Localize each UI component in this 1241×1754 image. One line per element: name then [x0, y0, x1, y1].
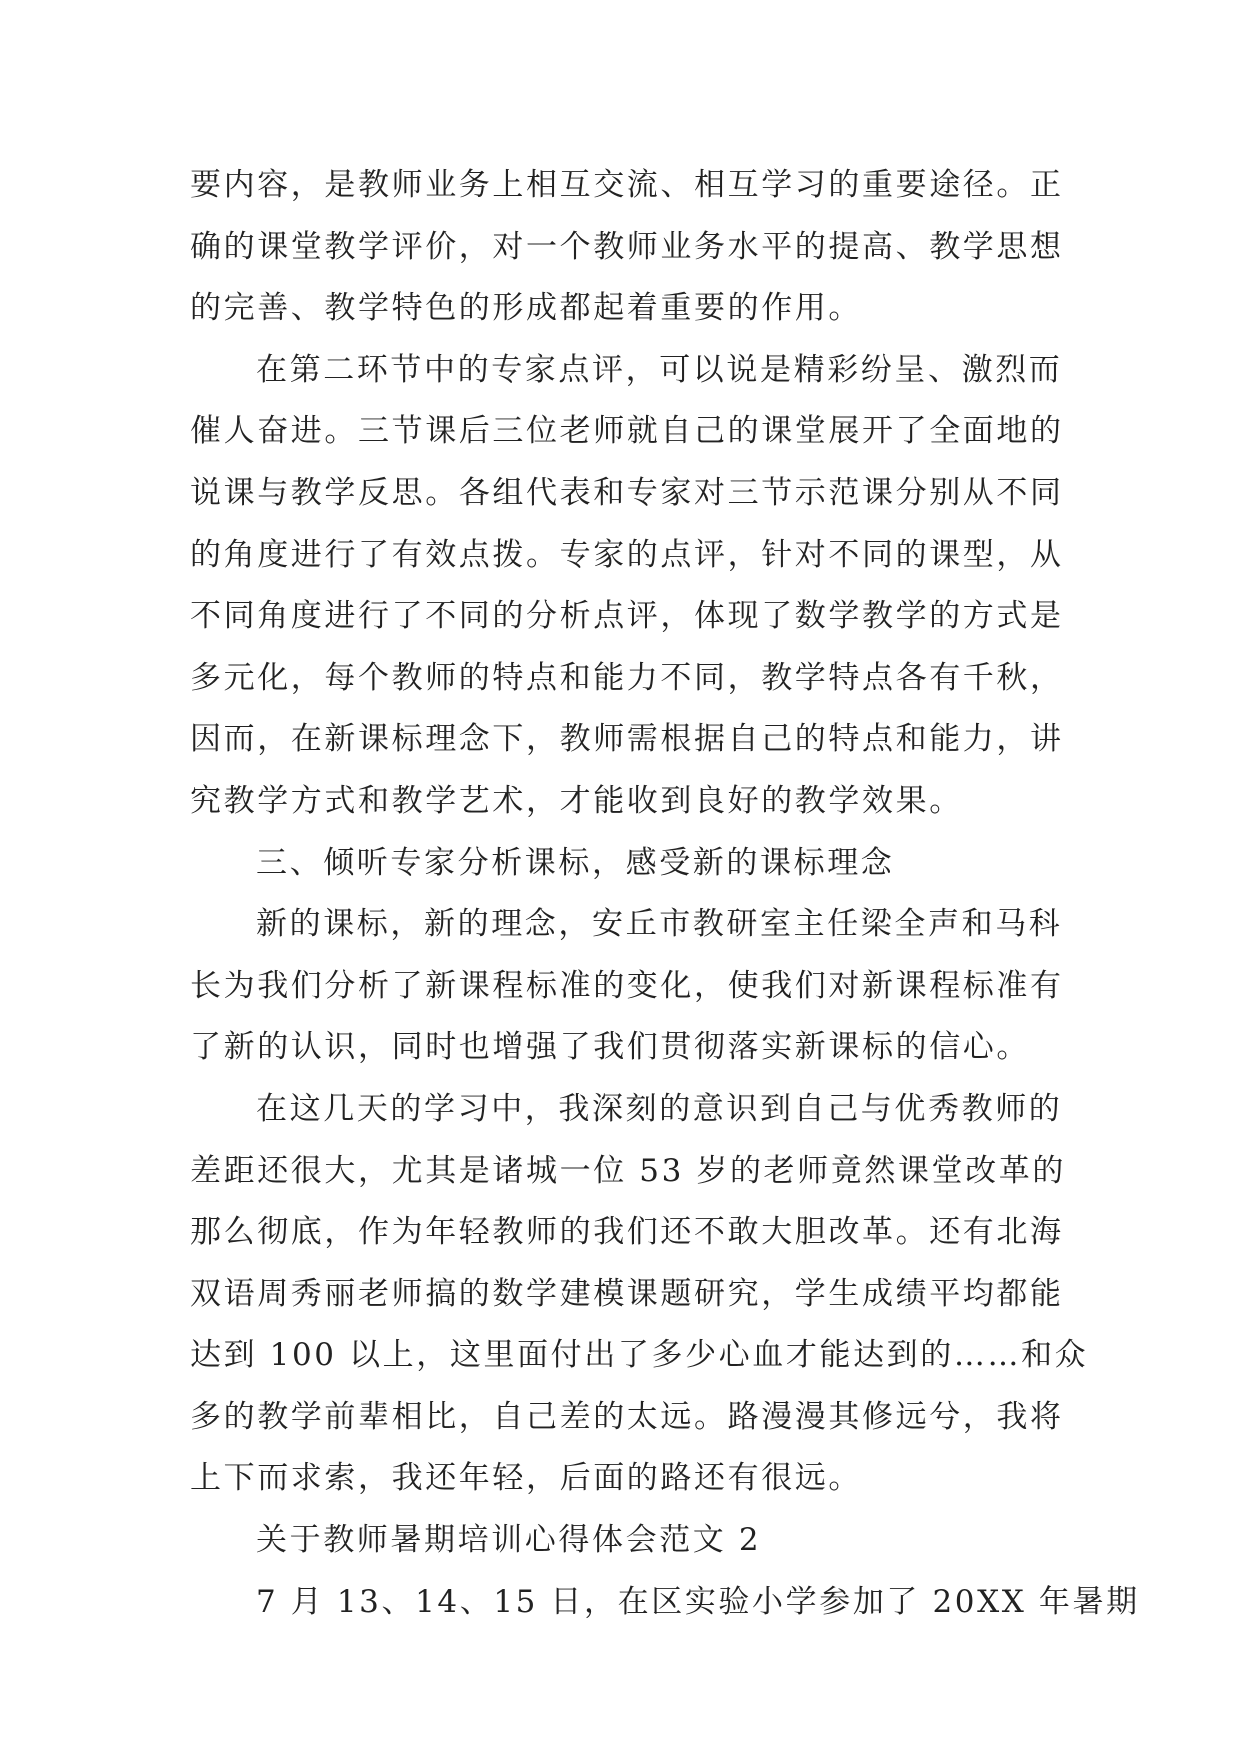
text-line: 了新的认识，同时也增强了我们贯彻落实新课标的信心。 [190, 1029, 1030, 1066]
text-line: 的完善、教学特色的形成都起着重要的作用。 [190, 290, 862, 327]
text-line: 那么彻底，作为年轻教师的我们还不敢大胆改革。还有北海 [190, 1214, 1064, 1251]
text-line: 的角度进行了有效点拨。专家的点评，针对不同的课型，从 [190, 536, 1064, 573]
text-line: 新的课标，新的理念，安丘市教研室主任梁全声和马科 [256, 906, 1063, 943]
text-line: 在第二环节中的专家点评，可以说是精彩纷呈、激烈而 [256, 351, 1063, 388]
text-line: 说课与教学反思。各组代表和专家对三节示范课分别从不同 [190, 474, 1064, 511]
text-line: 达到 100 以上，这里面付出了多少心血才能达到的……和众 [190, 1337, 1089, 1374]
text-line: 差距还很大，尤其是诸城一位 53 岁的老师竟然课堂改革的 [190, 1152, 1066, 1189]
text-line: 要内容，是教师业务上相互交流、相互学习的重要途径。正 [190, 167, 1064, 203]
text-line: 在这几天的学习中，我深刻的意识到自己与优秀教师的 [256, 1090, 1063, 1127]
text-line: 究教学方式和教学艺术，才能收到良好的教学效果。 [190, 782, 963, 819]
document-body [190, 155, 1140, 1633]
text-line: 催人奋进。三节课后三位老师就自己的课堂展开了全面地的 [190, 413, 1064, 450]
text-line: 多元化，每个教师的特点和能力不同，教学特点各有千秋， [190, 659, 1064, 696]
text-line: 因而，在新课标理念下，教师需根据自己的特点和能力，讲 [190, 721, 1064, 758]
text-line: 确的课堂教学评价，对一个教师业务水平的提高、教学思想 [190, 228, 1064, 265]
text-line: 不同角度进行了不同的分析点评，体现了数学教学的方式是 [190, 598, 1064, 635]
section-heading: 三、倾听专家分析课标，感受新的课标理念 [256, 844, 895, 881]
text-line: 双语周秀丽老师搞的数学建模课题研究，学生成绩平均都能 [190, 1275, 1064, 1312]
text-line: 7 月 13、14、15 日，在区实验小学参加了 20XX 年暑期 [256, 1583, 1140, 1620]
text-line: 多的教学前辈相比，自己差的太远。路漫漫其修远兮，我将 [190, 1398, 1064, 1435]
article-title: 关于教师暑期培训心得体会范文 2 [256, 1522, 762, 1559]
text-line: 上下而求索，我还年轻，后面的路还有很远。 [190, 1460, 862, 1497]
text-line: 长为我们分析了新课程标准的变化，使我们对新课程标准有 [190, 967, 1064, 1004]
